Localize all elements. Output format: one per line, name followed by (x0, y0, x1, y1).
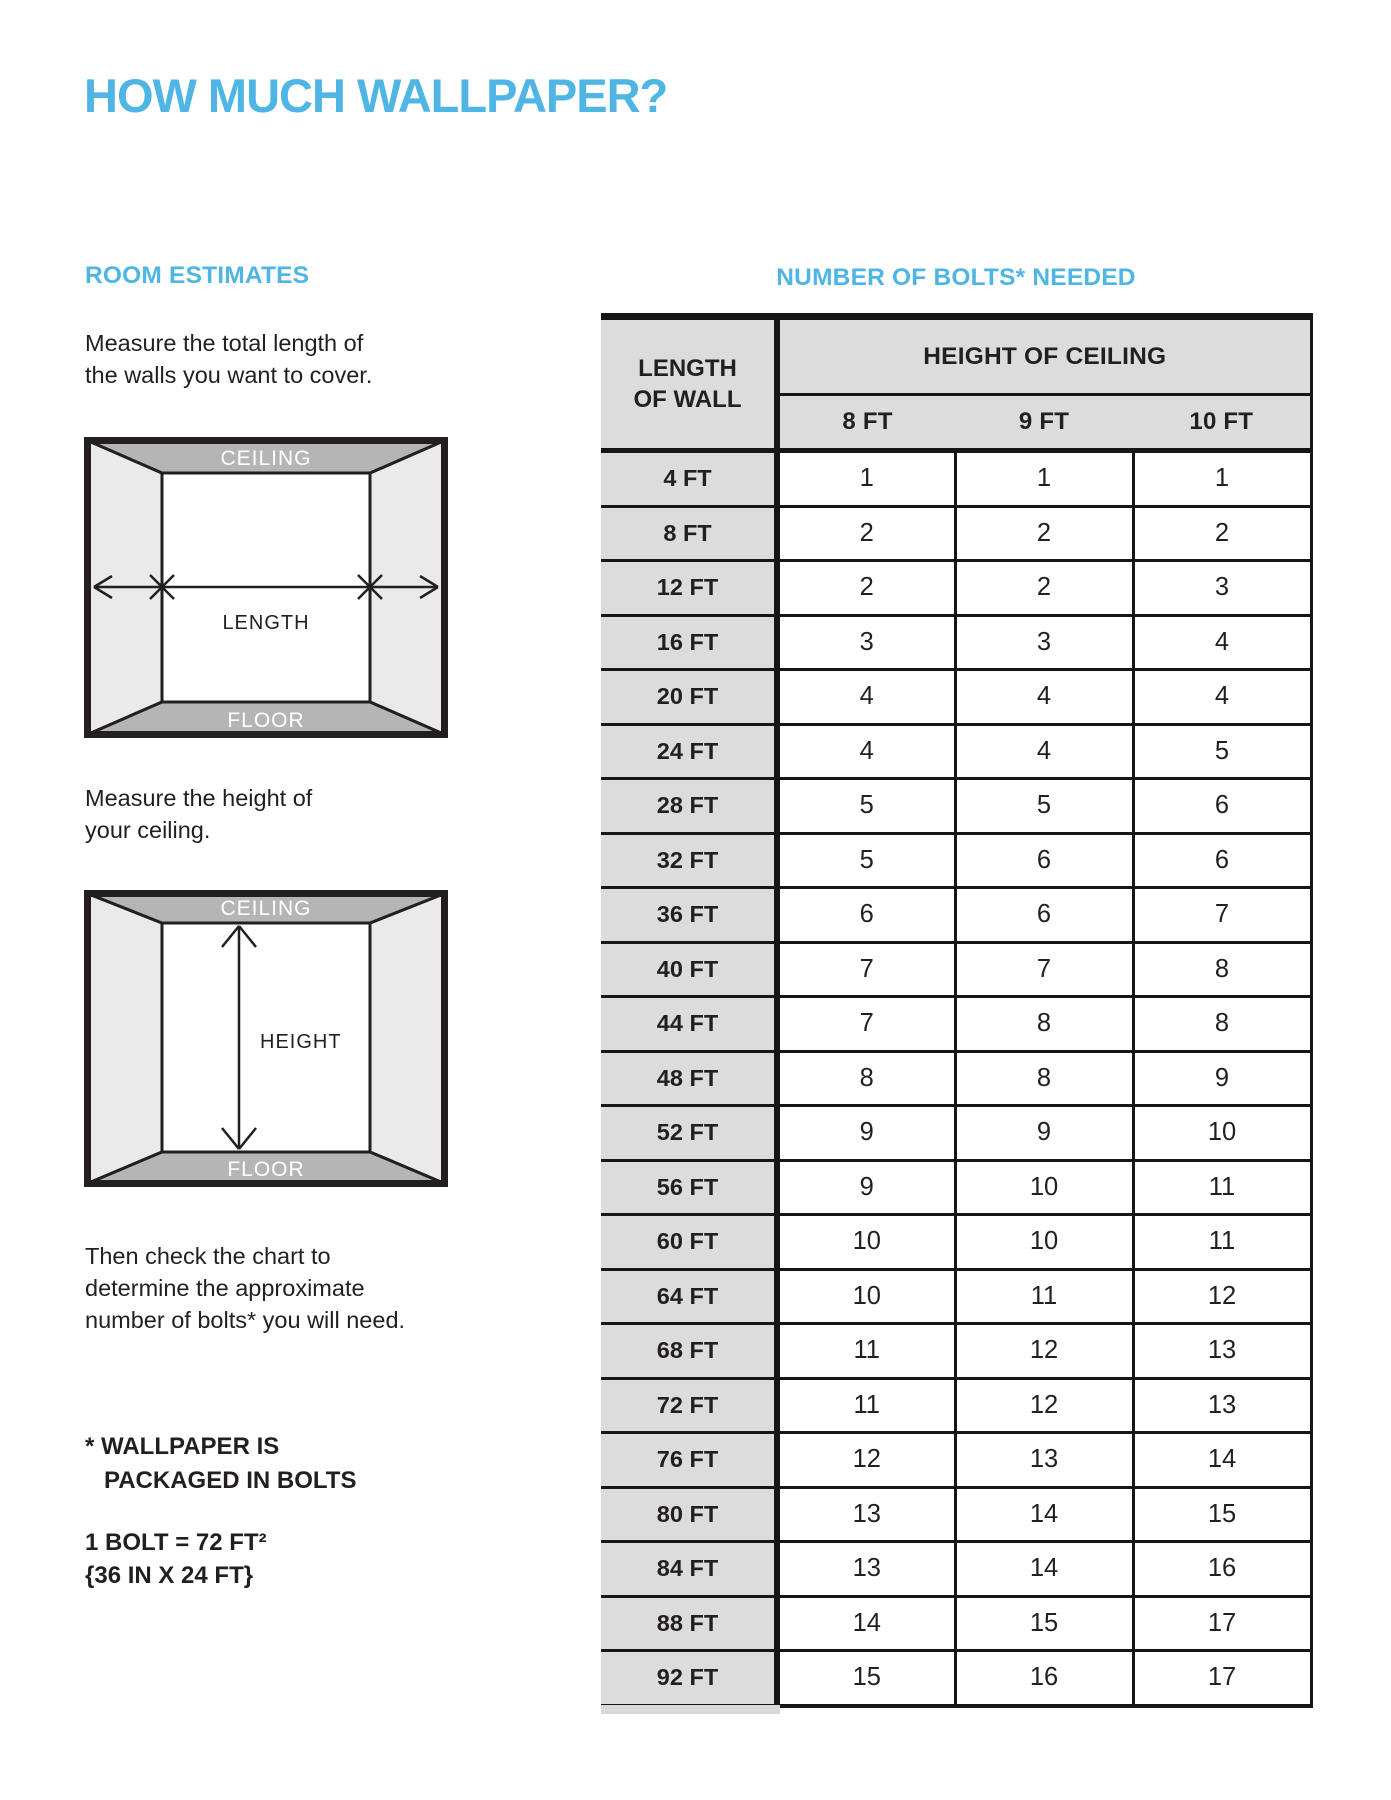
height-label: HEIGHT (260, 1031, 342, 1053)
bolt-count-cell: 14 (955, 1487, 1133, 1542)
table-row (601, 833, 1311, 888)
wall-length-label: 92 FT (601, 1651, 777, 1706)
bolt-count-cell: 8 (1133, 997, 1311, 1052)
bolt-count-cell: 6 (777, 888, 955, 943)
bolt-count-cell: 5 (955, 779, 1133, 834)
table-row (601, 997, 1311, 1052)
bolts-table-header (601, 317, 1311, 451)
table-row (601, 1215, 1311, 1270)
wall-length-label: 40 FT (601, 942, 777, 997)
wall-length-label: 72 FT (601, 1378, 777, 1433)
bolt-count-cell: 13 (1133, 1324, 1311, 1379)
ceiling-label: CEILING (220, 897, 312, 920)
bolt-count-cell: 7 (1133, 888, 1311, 943)
length-label: LENGTH (222, 612, 310, 634)
bolt-count-cell: 2 (1133, 506, 1311, 561)
bolt-count-cell: 10 (1133, 1106, 1311, 1161)
step2-line2: your ceiling. (85, 817, 211, 843)
bolt-count-cell: 16 (955, 1651, 1133, 1706)
step3-text (85, 1240, 405, 1336)
bolts-table (601, 313, 1313, 1708)
right-wall (370, 894, 445, 1184)
table-row (601, 615, 1311, 670)
wall-length-label: 52 FT (601, 1106, 777, 1161)
bolt-count-cell: 2 (955, 561, 1133, 616)
table-row (601, 1433, 1311, 1488)
bolt-count-cell: 3 (777, 615, 955, 670)
bolt-count-cell: 6 (955, 888, 1133, 943)
step3-line1: Then check the chart to (85, 1243, 331, 1269)
step2-text (85, 782, 312, 846)
footnote-line2: PACKAGED IN BOLTS (104, 1467, 357, 1494)
length-diagram (84, 437, 448, 738)
bolt-count-cell: 8 (777, 1051, 955, 1106)
column-header-10ft: 10 FT (1133, 395, 1311, 451)
table-row (601, 1651, 1311, 1706)
table-row (601, 1487, 1311, 1542)
bolt-count-cell: 4 (1133, 615, 1311, 670)
bolt-count-cell: 15 (1133, 1487, 1311, 1542)
bolt-definition (85, 1526, 267, 1592)
bolt-count-cell: 6 (1133, 833, 1311, 888)
bolt-count-cell: 12 (1133, 1269, 1311, 1324)
bolt-count-cell: 12 (955, 1378, 1133, 1433)
bolt-count-cell: 4 (777, 724, 955, 779)
wall-length-label: 20 FT (601, 670, 777, 725)
bolt-count-cell: 8 (955, 997, 1133, 1052)
wall-length-label: 56 FT (601, 1160, 777, 1215)
floor-label: FLOOR (227, 709, 305, 732)
bolt-count-cell: 2 (777, 561, 955, 616)
wall-length-label: 12 FT (601, 561, 777, 616)
table-row (601, 1269, 1311, 1324)
bolt-count-cell: 8 (955, 1051, 1133, 1106)
bolt-count-cell: 1 (955, 451, 1133, 507)
bolt-count-cell: 9 (777, 1106, 955, 1161)
floor-label: FLOOR (227, 1158, 305, 1181)
bolt-count-cell: 4 (777, 670, 955, 725)
step1-line1: Measure the total length of (85, 330, 364, 356)
bolt-count-cell: 11 (1133, 1215, 1311, 1270)
bolt-count-cell: 7 (777, 997, 955, 1052)
bolt-count-cell: 8 (1133, 942, 1311, 997)
bolts-needed-heading: NUMBER OF BOLTS* NEEDED (776, 264, 1136, 291)
bolt-count-cell: 17 (1133, 1596, 1311, 1651)
ceiling-label: CEILING (220, 447, 312, 470)
bolt-count-cell: 13 (1133, 1378, 1311, 1433)
table-row (601, 561, 1311, 616)
bolt-count-cell: 12 (777, 1433, 955, 1488)
bolt-size-line: 1 BOLT = 72 FT² (85, 1529, 267, 1556)
wall-length-label: 32 FT (601, 833, 777, 888)
row-header-line1: LENGTH (638, 355, 737, 382)
wall-length-label: 48 FT (601, 1051, 777, 1106)
footnote-line1: * WALLPAPER IS (85, 1433, 280, 1460)
column-group-header: HEIGHT OF CEILING (777, 317, 1311, 395)
wall-length-label: 4 FT (601, 451, 777, 507)
bolt-count-cell: 11 (1133, 1160, 1311, 1215)
wall-length-label: 84 FT (601, 1542, 777, 1597)
table-row (601, 888, 1311, 943)
wall-length-label: 44 FT (601, 997, 777, 1052)
wall-length-label: 60 FT (601, 1215, 777, 1270)
wall-length-label: 68 FT (601, 1324, 777, 1379)
bolt-count-cell: 5 (1133, 724, 1311, 779)
wall-length-label: 36 FT (601, 888, 777, 943)
wall-length-label: 28 FT (601, 779, 777, 834)
wall-length-label: 8 FT (601, 506, 777, 561)
bolt-count-cell: 13 (955, 1433, 1133, 1488)
bolt-count-cell: 1 (1133, 451, 1311, 507)
wall-length-label: 16 FT (601, 615, 777, 670)
table-row (601, 1324, 1311, 1379)
bolt-count-cell: 7 (955, 942, 1133, 997)
table-row (601, 670, 1311, 725)
bolt-count-cell: 6 (955, 833, 1133, 888)
bolt-count-cell: 9 (955, 1106, 1133, 1161)
bolt-count-cell: 10 (777, 1269, 955, 1324)
bolt-count-cell: 15 (777, 1651, 955, 1706)
table-row (601, 1542, 1311, 1597)
table-shadow (601, 1705, 780, 1714)
bolt-count-cell: 10 (955, 1215, 1133, 1270)
table-row (601, 1106, 1311, 1161)
column-header-9ft: 9 FT (955, 395, 1133, 451)
table-row (601, 451, 1311, 507)
bolt-count-cell: 4 (955, 670, 1133, 725)
room-estimates-heading: ROOM ESTIMATES (85, 262, 310, 289)
row-header-line2: OF WALL (633, 386, 742, 413)
row-header (601, 317, 777, 451)
bolt-count-cell: 6 (1133, 779, 1311, 834)
bolt-count-cell: 11 (777, 1378, 955, 1433)
left-wall (88, 894, 163, 1184)
wall-length-label: 24 FT (601, 724, 777, 779)
bolt-count-cell: 2 (955, 506, 1133, 561)
wall-length-label: 64 FT (601, 1269, 777, 1324)
height-diagram (84, 890, 448, 1187)
table-row (601, 724, 1311, 779)
bolt-count-cell: 17 (1133, 1651, 1311, 1706)
table-row (601, 779, 1311, 834)
bolt-count-cell: 11 (955, 1269, 1133, 1324)
bolt-count-cell: 13 (777, 1542, 955, 1597)
bolt-count-cell: 14 (955, 1542, 1133, 1597)
bolt-count-cell: 13 (777, 1487, 955, 1542)
bolt-count-cell: 3 (1133, 561, 1311, 616)
column-header-8ft: 8 FT (777, 395, 955, 451)
bolt-count-cell: 7 (777, 942, 955, 997)
bolt-count-cell: 11 (777, 1324, 955, 1379)
bolt-count-cell: 1 (777, 451, 955, 507)
bolt-count-cell: 14 (1133, 1433, 1311, 1488)
bolt-count-cell: 9 (777, 1160, 955, 1215)
bolt-count-cell: 16 (1133, 1542, 1311, 1597)
table-row (601, 1160, 1311, 1215)
bolt-count-cell: 5 (777, 779, 955, 834)
step3-line2: determine the approximate (85, 1275, 365, 1301)
table-row (601, 1378, 1311, 1433)
step1-line2: the walls you want to cover. (85, 362, 373, 388)
bolt-count-cell: 15 (955, 1596, 1133, 1651)
step1-text (85, 327, 372, 391)
bolt-count-cell: 4 (955, 724, 1133, 779)
bolt-count-cell: 12 (955, 1324, 1133, 1379)
bolt-count-cell: 10 (777, 1215, 955, 1270)
table-row (601, 1596, 1311, 1651)
bolt-count-cell: 2 (777, 506, 955, 561)
wallpaper-footnote (85, 1430, 356, 1498)
table-row (601, 1051, 1311, 1106)
bolt-dimensions-line: {36 IN X 24 FT} (85, 1562, 254, 1589)
bolt-count-cell: 10 (955, 1160, 1133, 1215)
table-row (601, 506, 1311, 561)
bolts-table-body (601, 451, 1311, 1706)
bolt-count-cell: 3 (955, 615, 1133, 670)
wall-length-label: 80 FT (601, 1487, 777, 1542)
step3-line3: number of bolts* you will need. (85, 1307, 406, 1333)
bolt-count-cell: 4 (1133, 670, 1311, 725)
bolt-count-cell: 5 (777, 833, 955, 888)
bolt-count-cell: 14 (777, 1596, 955, 1651)
wall-length-label: 88 FT (601, 1596, 777, 1651)
step2-line1: Measure the height of (85, 785, 313, 811)
table-row (601, 942, 1311, 997)
wall-length-label: 76 FT (601, 1433, 777, 1488)
page-title: HOW MUCH WALLPAPER? (84, 69, 668, 122)
bolt-count-cell: 9 (1133, 1051, 1311, 1106)
